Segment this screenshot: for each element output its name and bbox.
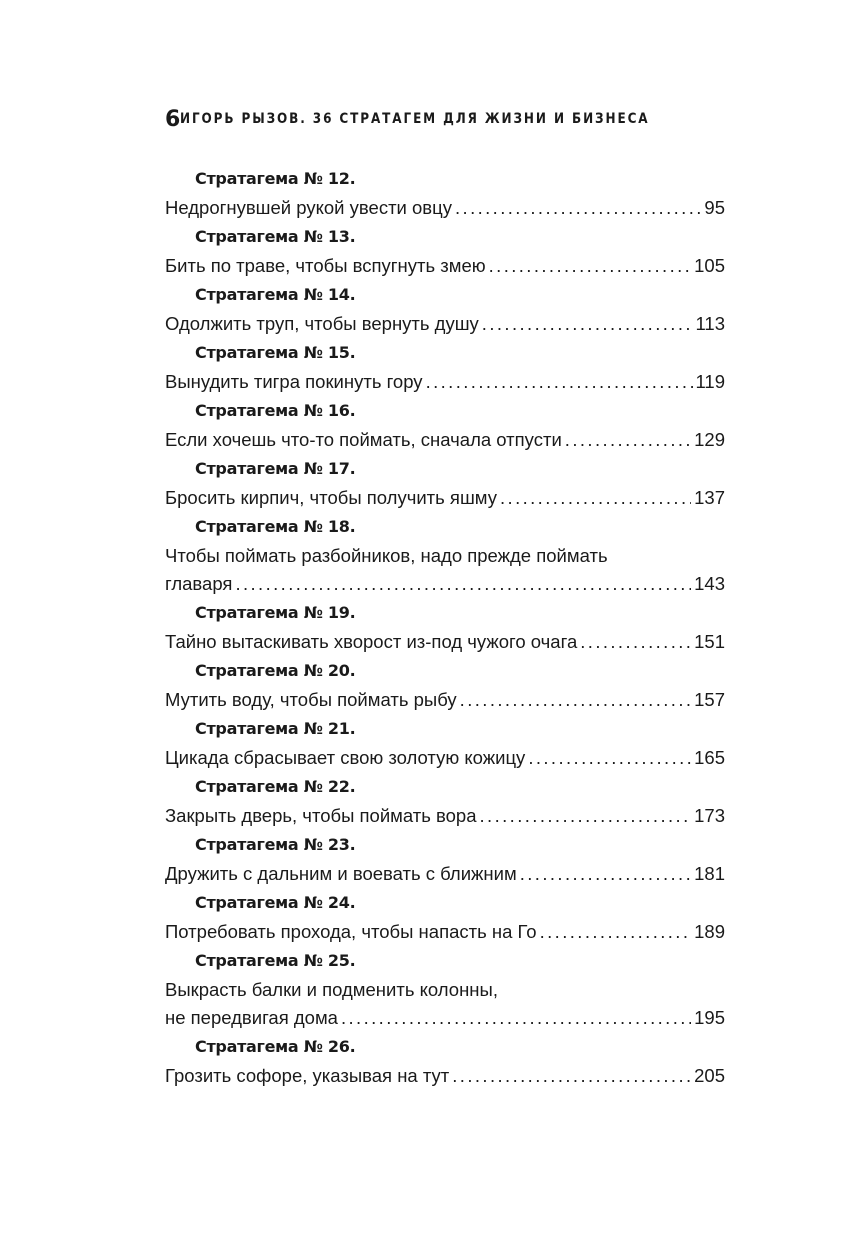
toc-entry — [165, 830, 725, 888]
page-ref: 195 — [694, 1007, 725, 1028]
dot-leader — [341, 1004, 691, 1032]
page-ref: 165 — [694, 747, 725, 768]
stratagem-heading: Стратагема № 18. — [195, 517, 356, 536]
toc-entry — [165, 772, 725, 830]
dot-leader — [480, 802, 692, 830]
page-header — [165, 104, 724, 134]
toc-row — [165, 194, 725, 222]
toc-entry — [165, 222, 725, 280]
stratagem-heading: Стратагема № 14. — [195, 285, 356, 304]
dot-leader — [235, 570, 691, 598]
stratagem-heading: Стратагема № 17. — [195, 459, 356, 478]
entry-title: Вынудить тигра покинуть гору — [165, 371, 423, 392]
entry-title: Бить по траве, чтобы вспугнуть змею — [165, 255, 486, 276]
toc-entry — [165, 656, 725, 714]
page-ref: 105 — [694, 255, 725, 276]
stratagem-heading: Стратагема № 22. — [195, 777, 356, 796]
entry-title: Закрыть дверь, чтобы поймать вора — [165, 805, 477, 826]
toc-entry — [165, 338, 725, 396]
dot-leader — [540, 918, 692, 946]
toc-row — [165, 628, 725, 656]
toc-entry — [165, 946, 725, 1032]
stratagem-heading: Стратагема № 25. — [195, 951, 356, 970]
toc-row — [165, 252, 725, 280]
toc-row — [165, 570, 725, 598]
stratagem-heading: Стратагема № 21. — [195, 719, 356, 738]
stratagem-heading: Стратагема № 15. — [195, 343, 356, 362]
entry-title-line: Выкрасть балки и подменить колонны, — [165, 979, 498, 1000]
dot-leader — [460, 686, 691, 714]
dot-leader — [500, 484, 691, 512]
toc-row — [165, 860, 725, 888]
running-title: ИГОРЬ РЫЗОВ. 36 СТРАТАГЕМ ДЛЯ ЖИЗНИ И БИЗНЕСА — [180, 111, 650, 127]
stratagem-heading: Стратагема № 23. — [195, 835, 356, 854]
page-ref: 189 — [694, 921, 725, 942]
toc-row — [165, 686, 725, 714]
dot-leader — [452, 1062, 691, 1090]
stratagem-heading: Стратагема № 26. — [195, 1037, 356, 1056]
toc-row — [165, 1004, 725, 1032]
entry-title: главаря — [165, 573, 233, 594]
toc-row — [165, 310, 725, 338]
dot-leader — [520, 860, 691, 888]
page-ref: 129 — [694, 429, 725, 450]
dot-leader — [426, 368, 693, 396]
toc-entry — [165, 164, 725, 222]
entry-title: Цикада сбрасывает свою золотую кожицу — [165, 747, 526, 768]
page-ref: 151 — [694, 631, 725, 652]
stratagem-heading: Стратагема № 13. — [195, 227, 356, 246]
dot-leader — [482, 310, 693, 338]
dot-leader — [528, 744, 691, 772]
entry-title: Мутить воду, чтобы поймать рыбу — [165, 689, 457, 710]
entry-title: Недрогнувшей рукой увести овцу — [165, 197, 452, 218]
dot-leader — [580, 628, 691, 656]
toc-row — [165, 918, 725, 946]
entry-title: Грозить софоре, указывая на тут — [165, 1065, 450, 1086]
toc-entry — [165, 888, 725, 946]
entry-title: Потребовать прохода, чтобы напасть на Го — [165, 921, 537, 942]
toc-row — [165, 744, 725, 772]
dot-leader — [565, 426, 691, 454]
dot-leader — [489, 252, 692, 280]
dot-leader — [455, 194, 701, 222]
page-ref: 173 — [694, 805, 725, 826]
page-ref: 137 — [694, 487, 725, 508]
page-ref: 181 — [694, 863, 725, 884]
toc-entry — [165, 396, 725, 454]
toc-row — [165, 1062, 725, 1090]
toc-row — [165, 368, 725, 396]
page-ref: 205 — [694, 1065, 725, 1086]
toc-entry — [165, 714, 725, 772]
entry-title: Одолжить труп, чтобы вернуть душу — [165, 313, 479, 334]
page-ref: 113 — [695, 313, 725, 334]
entry-title-line: Чтобы поймать разбойников, надо прежде поймать — [165, 545, 608, 566]
toc-entry — [165, 454, 725, 512]
entry-title: Если хочешь что-то поймать, сначала отпусти — [165, 429, 562, 450]
table-of-contents — [165, 164, 725, 1090]
page-ref: 157 — [694, 689, 725, 710]
page-ref: 119 — [695, 371, 725, 392]
toc-row — [165, 426, 725, 454]
toc-entry — [165, 512, 725, 598]
page-ref: 143 — [694, 573, 725, 594]
stratagem-heading: Стратагема № 12. — [195, 169, 356, 188]
toc-row — [165, 484, 725, 512]
stratagem-heading: Стратагема № 24. — [195, 893, 356, 912]
entry-title: Дружить с дальним и воевать с ближним — [165, 863, 517, 884]
entry-title: не передвигая дома — [165, 1007, 338, 1028]
page-number: 6 — [165, 106, 181, 132]
toc-entry — [165, 598, 725, 656]
toc-row — [165, 802, 725, 830]
stratagem-heading: Стратагема № 19. — [195, 603, 356, 622]
stratagem-heading: Стратагема № 16. — [195, 401, 356, 420]
toc-entry — [165, 1032, 725, 1090]
entry-title: Бросить кирпич, чтобы получить яшму — [165, 487, 497, 508]
toc-entry — [165, 280, 725, 338]
stratagem-heading: Стратагема № 20. — [195, 661, 356, 680]
page-ref: 95 — [704, 197, 725, 218]
entry-title: Тайно вытаскивать хворост из-под чужого очага — [165, 631, 578, 652]
